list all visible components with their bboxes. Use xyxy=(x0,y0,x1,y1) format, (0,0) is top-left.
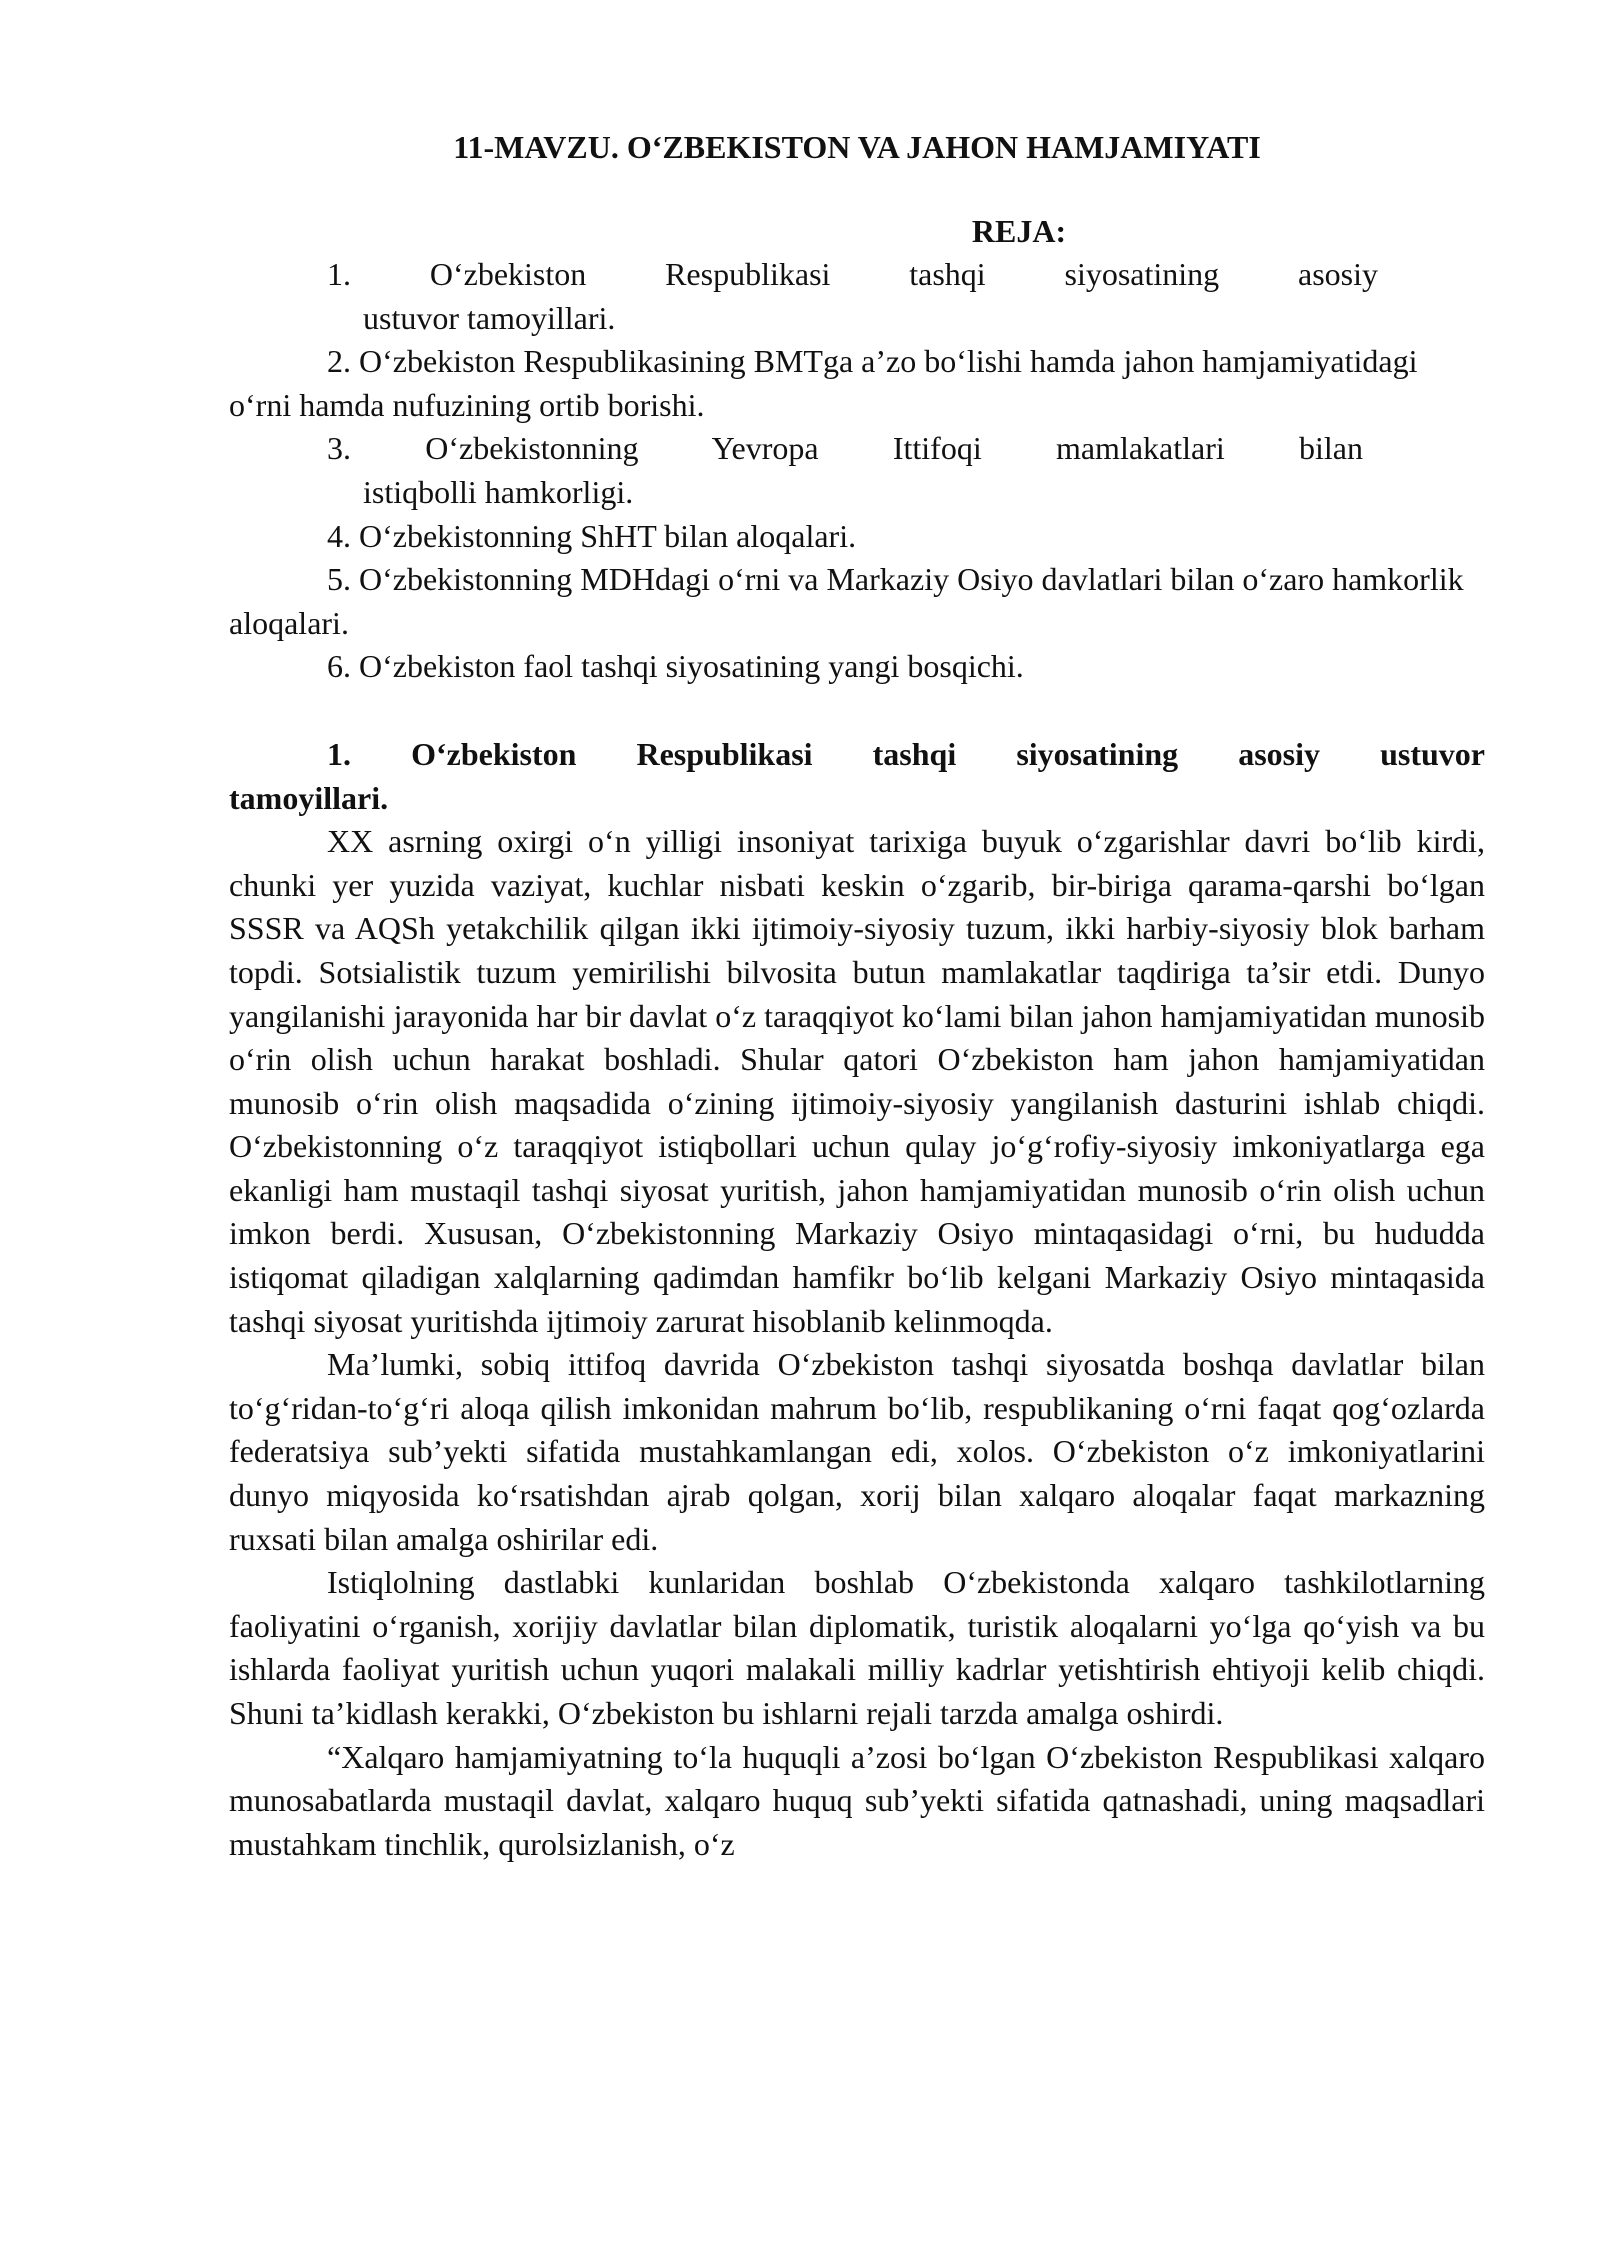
plan-item-text: O‘zbekiston faol tashqi siyosatining yangi bosqichi. xyxy=(359,648,1024,685)
plan-item-number: 6. xyxy=(327,648,351,685)
plan-item-text: O‘zbekistonning MDHdagi o‘rni va Markaziy Osiyo davlatlari bilan o‘zaro hamkorlik aloqalari. xyxy=(229,561,1464,641)
plan-item-text: O‘zbekiston Respublikasining BMTga a’zo bo‘lishi hamda jahon hamjamiyatidagi o‘rni hamda nufuzining ortib borishi. xyxy=(229,343,1418,423)
plan-item-6 xyxy=(229,645,1485,689)
section-title-text-continued: tamoyillari. xyxy=(229,779,389,816)
body-paragraph-4: “Xalqaro hamjamiyatning to‘la huquqli a’zosi bo‘lgan O‘zbekiston Respublikasi xalqaro munosabatlarda mustaqil davlat, xalqaro huquq sub’yekti sifatida qatnashadi, uning maqsadlari mustahkam tinchlik, qurolsizlanish, o‘z xyxy=(229,1738,1485,1862)
plan-item-5 xyxy=(229,558,1485,645)
document-body xyxy=(229,126,1485,1866)
body-paragraph-1: XX asrning oxirgi o‘n yilligi insoniyat tarixiga buyuk o‘zgarishlar davri bo‘lib kirdi, chunki yer yuzida vaziyat, kuchlar nisbati keskin o‘zgarib, bir-biriga qarama-qarshi bo‘lgan SSSR va AQSh yetakchilik qilgan ikki ijtimoiy-siyosiy tuzum, ikki harbiy-siyosiy blok barham topdi. Sotsialistik tuzum yemirilishi bilvosita butun mamlakatlar taqdiriga ta’sir etdi. Dunyo yangilanishi jarayonida har bir davlat o‘z taraqqiyot ko‘lami bilan jahon hamjamiyatidan munosib o‘rin olish uchun harakat boshladi. Shular qatori O‘zbekiston ham jahon hamjamiyatidan munosib o‘rin olish maqsadida o‘zining ijtimoiy-siyosiy yangilanish dasturini ishlab chiqdi. O‘zbekistonning o‘z taraqqiyot istiqbollari uchun qulay jo‘g‘rofiy-siyosiy imkoniyatlarga ega ekanligi ham mustaqil tashqi siyosat yuritish, jahon hamjamiyatidan munosib o‘rin olish uchun imkon berdi. Xususan, O‘zbekistonning Markaziy Osiyo mintaqasidagi o‘rni, bu hududda istiqomat qiladigan xalqlarning qadimdan hamfikr bo‘lib kelgani Markaziy Osiyo mintaqasida tashqi siyosat yuritishda ijtimoiy zarurat hisoblanib kelinmoqda. xyxy=(229,823,1485,1339)
plan-item-2 xyxy=(229,340,1485,427)
section-number: 1. xyxy=(327,735,351,772)
plan-heading: REJA: xyxy=(971,213,1067,249)
plan-item-number: 1. xyxy=(327,256,351,292)
section-title-text: O‘zbekiston Respublikasi tashqi siyosatining asosiy ustuvor xyxy=(411,735,1486,772)
plan-item-number: 4. xyxy=(327,517,351,554)
plan-item-text: O‘zbekistonning ShHT bilan aloqalari. xyxy=(359,517,857,554)
plan-item-3 xyxy=(229,427,1485,514)
plan-item-1 xyxy=(229,253,1485,340)
plan-item-number: 3. xyxy=(327,430,351,467)
plan-item-number: 5. xyxy=(327,561,351,598)
body-paragraph-3: Istiqlolning dastlabki kunlaridan boshlab O‘zbekistonda xalqaro tashkilotlarning faoliyatini o‘rganish, xorijiy davlatlar bilan diplomatik, turistik aloqalarni yo‘lga qo‘yish va bu ishlarda faoliyat yuritish uchun yuqori malakali milliy kadrlar yetishtirish ehtiyoji kelib chiqdi. Shuni ta’kidlash kerakki, O‘zbekiston bu ishlarni rejali tarzda amalga oshirdi. xyxy=(229,1564,1485,1731)
plan-item-text-continued: istiqbolli hamkorligi. xyxy=(363,473,634,510)
body-paragraph-2: Ma’lumki, sobiq ittifoq davrida O‘zbekiston tashqi siyosatda boshqa davlatlar bilan to‘g‘ridan-to‘g‘ri aloqa qilish imkonidan mahrum bo‘lib, respublikaning o‘rni faqat qog‘ozlarda federatsiya sub’yekti sifatida mustahkamlangan edi, xolos. O‘zbekiston o‘z imkoniyatlarini dunyo miqyosida ko‘rsatishdan ajrab qolgan, xorij bilan xalqaro aloqalar faqat markazning ruxsati bilan amalga oshirilar edi. xyxy=(229,1346,1485,1557)
plan-item-text-continued: ustuvor tamoyillari. xyxy=(363,299,616,336)
section-heading xyxy=(229,733,1485,820)
plan-item-4 xyxy=(229,515,1485,559)
plan-item-text: O‘zbekistonning Yevropa Ittifoqi mamlakatlari bilan xyxy=(425,430,1363,467)
plan-item-text: O‘zbekiston Respublikasi tashqi siyosatining asosiy xyxy=(429,256,1379,292)
plan-item-number: 2. xyxy=(327,343,351,380)
page-title: 11-MAVZU. O‘ZBEKISTON VA JAHON HAMJAMIYATI xyxy=(453,129,1261,165)
